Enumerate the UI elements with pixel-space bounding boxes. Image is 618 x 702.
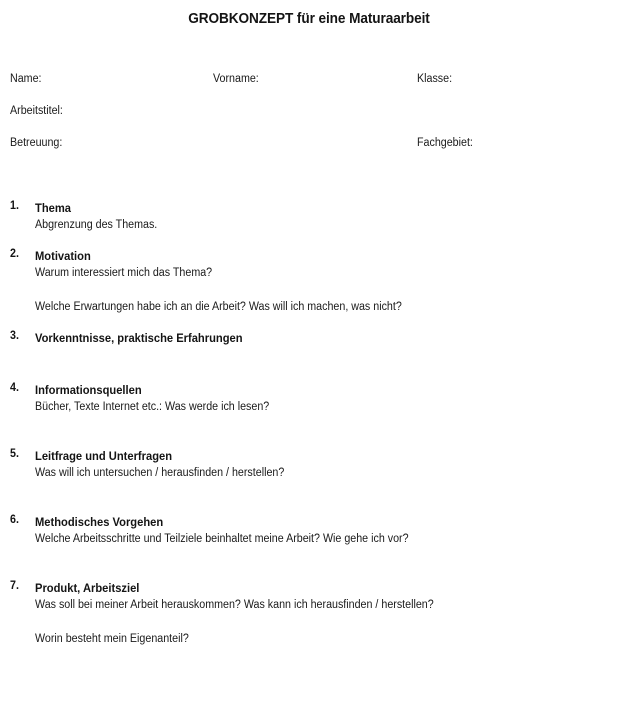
section-item [0,200,618,234]
section-heading: Leitfrage und Unterfragen [35,449,173,463]
header-field-label-left: Name: [10,73,42,85]
section-body [35,399,618,416]
header-fields-block [0,73,618,169]
section-prompt-line: Abgrenzung des Themas. [35,219,158,231]
section-prompt-line: Warum interessiert mich das Thema? [35,267,213,279]
header-field-label-right: Fachgebiet: [417,137,473,149]
section-prompt-line: Welche Arbeitsschritte und Teilziele beinhaltet meine Arbeit? Wie gehe ich vor? [35,533,409,545]
section-item [0,448,618,482]
header-field-label-right: Klasse: [417,73,453,85]
section-number: 1. [10,200,19,212]
section-prompt-line: Was will ich untersuchen / herausfinden / herstellen? [35,467,285,479]
header-field-label-left: Arbeitstitel: [10,105,63,117]
header-field-label-middle: Vorname: [213,73,259,85]
header-field-row [0,73,618,105]
section-heading: Thema [35,201,71,215]
header-field-label-left: Betreuung: [10,137,63,149]
section-body [35,597,618,648]
section-number: 6. [10,514,19,526]
section-prompt-line: Worin besteht mein Eigenanteil? [35,633,189,645]
section-heading: Produkt, Arbeitsziel [35,581,140,595]
section-item [0,330,618,346]
section-number: 7. [10,580,19,592]
section-heading: Motivation [35,249,91,263]
numbered-sections-list [0,200,618,662]
page-title: GROBKONZEPT für eine Maturaarbeit [188,11,430,27]
section-heading: Vorkenntnisse, praktische Erfahrungen [35,331,243,345]
section-prompt-line: Bücher, Texte Internet etc.: Was werde ich lesen? [35,401,270,413]
section-heading: Informationsquellen [35,383,142,397]
section-number: 4. [10,382,19,394]
header-field-row [0,137,618,169]
section-body [35,465,618,482]
section-number: 2. [10,248,19,260]
section-body [35,265,618,316]
section-item [0,580,618,648]
section-number: 5. [10,448,19,460]
section-prompt-line: Was soll bei meiner Arbeit herauskommen? Was kann ich herausfinden / herstellen? [35,599,434,611]
section-body [35,531,618,548]
section-item [0,382,618,416]
section-number: 3. [10,330,19,342]
section-prompt-line: Welche Erwartungen habe ich an die Arbeit? Was will ich machen, was nicht? [35,301,402,313]
section-item [0,514,618,548]
section-body [35,217,618,234]
section-heading: Methodisches Vorgehen [35,515,164,529]
header-field-row [0,105,618,137]
section-item [0,248,618,316]
